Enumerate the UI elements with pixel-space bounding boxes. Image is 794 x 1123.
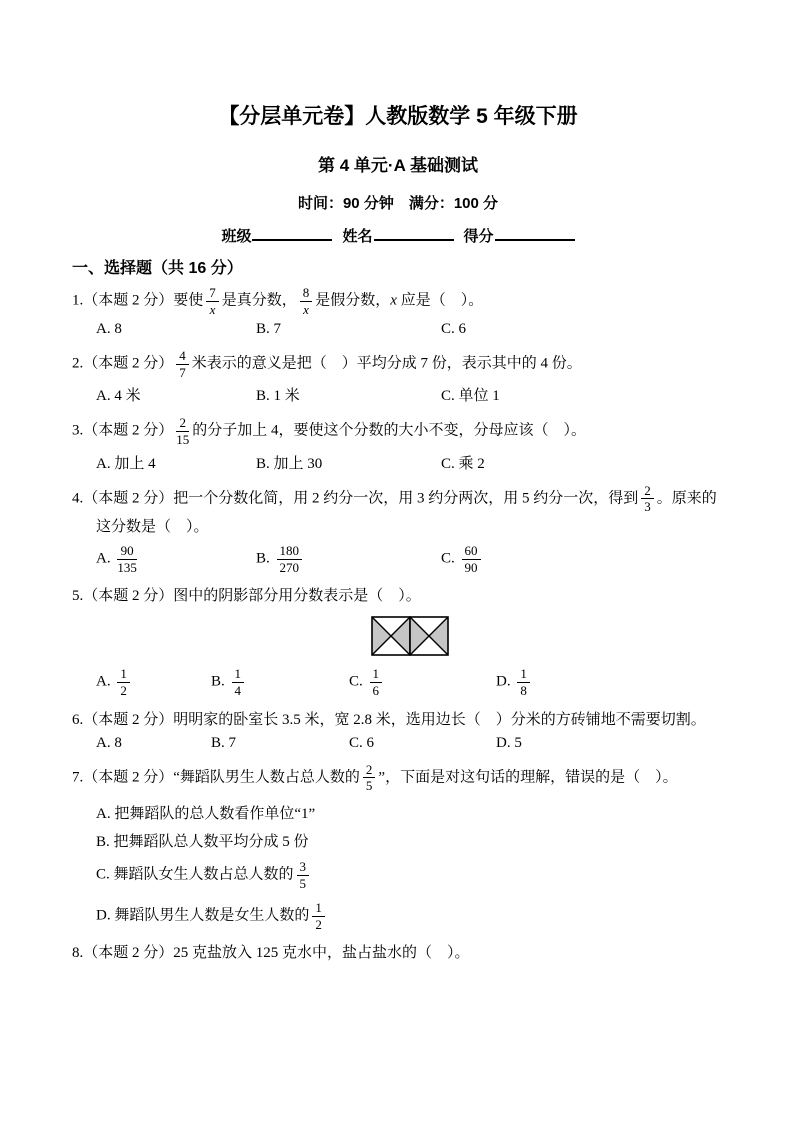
question-5-option-D: D. $\frac{1}{8}$ [496,665,533,699]
name-label: 姓名 [342,228,373,245]
fraction: $\frac{2}{5}$ [363,762,376,794]
question-1-options [72,321,724,338]
question-2-option-C: C. 单位 1 [441,388,500,405]
question-7-option-D: D. 舞蹈队男生人数是女生人数的 $\frac{1}{2}$ [96,899,724,933]
page-title: 【分层单元卷】人教版数学 5 年级下册 [218,105,578,128]
shaded-squares-figure [371,616,449,656]
question-2-option-B: B. 1 米 [256,388,300,405]
question-4-stem: 4.（本题 2 分）把一个分数化简，用 2 约分一次，用 3 约分两次，用 5 约分一次，得到 $\frac{2}{3}$ 。原来的这分数是（ ）。 [72,482,717,535]
name-blank [374,224,454,241]
question-1-stem: 1.（本题 2 分）要使 $\frac{7}{x}$ 是真分数， $\frac{8}{x}$ 是假分数，x 应是（ ）。 [72,285,484,317]
fraction: $\frac{8}{x}$ [300,285,313,317]
question-2 [72,347,724,405]
question-5-figure [96,616,724,661]
question-1-option-B: B. 7 [256,321,282,338]
question-3-options [72,452,724,473]
question-3-stem: 3.（本题 2 分） $\frac{2}{15}$ 的分子加上 4，要使这个分数的大小不变，分母应该（ ）。 [72,415,587,447]
question-4-options [72,542,724,576]
question-4-option-A: A. $\frac{90}{135}$ [96,543,137,575]
question-7-option-B: B. 把舞蹈队总人数平均分成 5 份 [96,834,309,851]
fraction: $\frac{2}{3}$ [641,483,654,515]
question-list [72,284,724,966]
fraction: $\frac{60}{90}$ [462,543,481,575]
question-7 [72,761,724,934]
class-label: 班级 [221,228,252,245]
question-8 [72,942,724,965]
question-2-stem: 2.（本题 2 分） $\frac{4}{7}$ 米表示的意义是把（ ）平均分成 7 份，表示其中的 4 份。 [72,348,582,380]
question-1-option-C: C. 6 [441,321,467,338]
question-7-option-C: C. 舞蹈队女生人数占总人数的 $\frac{3}{5}$ [96,858,724,892]
question-6 [72,709,724,752]
variable: x [390,292,397,309]
fraction: $\frac{1}{2}$ [117,666,130,698]
question-3-option-C: C. 乘 2 [441,455,485,472]
class-blank [252,224,332,241]
question-7-stem: 7.（本题 2 分）“舞蹈队男生人数占总人数的 $\frac{2}{5}$ ”，下面是对这句话的理解，错误的是（ ）。 [72,761,678,794]
fraction: $\frac{1}{4}$ [232,666,245,698]
question-5-stem: 5.（本题 2 分）图中的阴影部分用分数表示是（ ）。 [72,588,421,605]
question-5 [72,585,724,699]
score-label: 得分 [463,228,494,245]
question-8-stem: 8.（本题 2 分）25 克盐放入 125 克水中，盐占盐水的（ ）。 [72,945,470,962]
question-1-option-A: A. 8 [96,321,122,338]
question-5-options [72,665,724,699]
section-heading: 一、选择题（共 16 分） [72,260,243,277]
fraction: $\frac{90}{135}$ [117,543,137,575]
question-6-option-B: B. 7 [211,734,237,751]
question-7-options [72,802,724,933]
score-blank [495,224,575,241]
question-6-stem: 6.（本题 2 分）明明家的卧室长 3.5 米，宽 2.8 米，选用边长（ ）分米的方砖铺地不需要切割。 [72,711,706,728]
question-6-option-C: C. 6 [349,734,375,751]
question-1 [72,284,724,338]
question-4 [72,482,724,577]
question-6-options [72,735,724,752]
question-3-option-A: A. 加上 4 [96,455,156,472]
question-4-option-C: C. $\frac{60}{90}$ [441,542,484,576]
question-2-options [72,384,724,405]
fraction: $\frac{180}{270}$ [277,543,303,575]
student-info-line [72,224,724,246]
fraction: $\frac{1}{6}$ [370,666,383,698]
question-7-option-A: A. 把舞蹈队的总人数看作单位“1” [96,806,316,823]
question-5-option-B: B. $\frac{1}{4}$ [211,665,349,699]
question-4-option-B: B. $\frac{180}{270}$ [256,542,441,576]
fraction: $\frac{4}{7}$ [176,348,189,380]
question-5-option-A: A. $\frac{1}{2}$ [96,665,211,699]
exam-meta: 时间：90 分钟 满分：100 分 [297,195,499,212]
question-3-option-B: B. 加上 30 [256,455,323,472]
fraction: $\frac{7}{x}$ [206,285,219,317]
fraction: $\frac{3}{5}$ [297,859,310,891]
question-5-option-C: C. $\frac{1}{6}$ [349,665,496,699]
fraction: $\frac{2}{15}$ [176,415,190,447]
fraction: $\frac{1}{2}$ [312,900,325,932]
question-3 [72,414,724,472]
fraction: $\frac{1}{8}$ [517,666,530,698]
question-6-option-A: A. 8 [96,734,122,751]
question-2-option-A: A. 4 米 [96,388,141,405]
question-6-option-D: D. 5 [496,734,522,751]
page-subtitle: 第 4 单元·A 基础测试 [318,156,478,175]
